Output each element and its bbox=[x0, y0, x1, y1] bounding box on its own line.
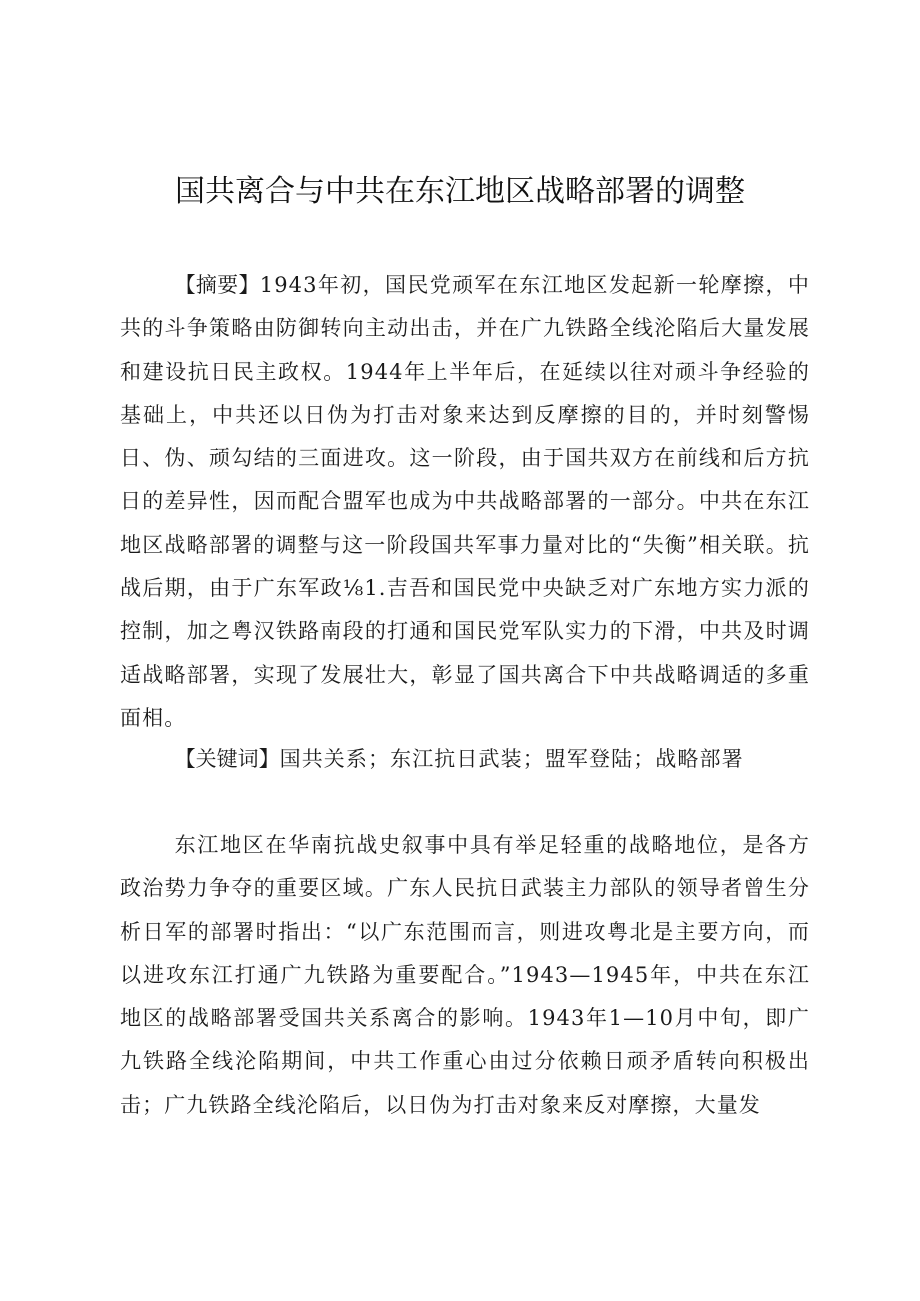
keywords-paragraph bbox=[120, 738, 810, 781]
keywords-text: 国共关系；东江抗日武装；盟军登陆；战略部署 bbox=[279, 747, 744, 771]
document-title: 国共离合与中共在东江地区战略部署的调整 bbox=[175, 174, 745, 209]
keywords-label: 【关键词】 bbox=[174, 747, 280, 771]
abstract-label: 【摘要】 bbox=[174, 273, 260, 297]
body-paragraph: 东江地区在华南抗战史叙事中具有举足轻重的战略地位，是各方政治势力争夺的重要区域。广东人民抗日武装主力部队的领导者曾生分析日军的部署时指出：“以广东范围而言，则进攻粤北是主要方向，而以进攻东江打通广九铁路为重要配合。”1943—1945年，中共在东江地区的战略部署受国共关系离合的影响。1943年1—10月中旬，即广九铁路全线沦陷期间，中共工作重心由过分依赖日顽矛盾转向积极出击；广九铁路全线沦陷后，以日伪为打击对象来反对摩擦，大量发 bbox=[120, 833, 810, 1117]
abstract-text: 1943年初，国民党顽军在东江地区发起新一轮摩擦，中共的斗争策略由防御转向主动出击，并在广九铁路全线沦陷后大量发展和建设抗日民主政权。1944年上半年后，在延续以往对顽斗争经验的基础上，中共还以日伪为打击对象来达到反摩擦的目的，并时刻警惕日、伪、顽勾结的三面进攻。这一阶段，由于国共双方在前线和后方抗日的差异性，因而配合盟军也成为中共战略部署的一部分。中共在东江地区战略部署的调整与这一阶段国共军事力量对比的“失衡”相关联。抗战后期，由于广东军政⅛1.吉吾和国民党中央缺乏对广东地方实力派的控制，加之粤汉铁路南段的打通和国民党军队实力的下滑，中共及时调适战略部署，实现了发展壮大，彰显了国共离合下中共战略调适的多重面相。 bbox=[120, 273, 811, 730]
abstract-paragraph bbox=[120, 264, 810, 740]
